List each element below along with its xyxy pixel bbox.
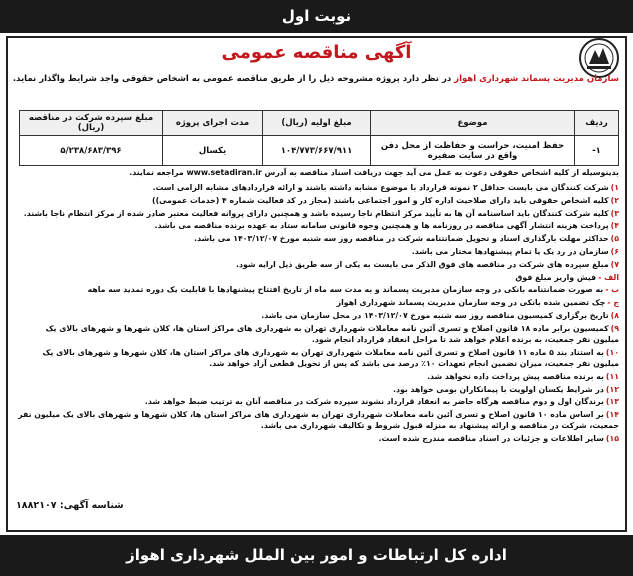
clause-number: ۹) xyxy=(610,323,619,333)
notice-title: آگهی مناقصه عمومی xyxy=(221,42,412,63)
list-item xyxy=(17,272,619,283)
clause-number: ۱۴) xyxy=(605,410,619,420)
list-item xyxy=(17,323,619,345)
list-item xyxy=(17,310,619,321)
clause-number: ۷) xyxy=(610,259,619,269)
clause-number: ۱۵) xyxy=(605,434,619,444)
list-item xyxy=(17,371,619,382)
intro-organization: سازمان مدیریت پسماند شهرداری اهواز xyxy=(454,74,619,84)
clause-text: فیش واریز مبلغ فوق xyxy=(515,272,597,282)
clause-text: کمیسیون برابر ماده ۱۸ قانون اصلاح و تسری آئین نامه معاملات شهرداری تهران به شهرداری های مراکز استان ها، کلان شهرها و شهرهای بالای یک میلیون نفر جمعیت، به برنده اعلام خواهد شد تا مراحل انعقاد قرارداد انجام شود. xyxy=(45,323,619,344)
cell-initial-amount: ۱۰۴/۷۷۳/۶۶۷/۹۱۱ xyxy=(263,136,371,166)
clause-text: حداکثر مهلت بارگذاری اسناد و تحویل ضمانتنامه شرکت در مناقصه روز سه شنبه مورخ ۱۴۰۳/۱۲/۰۷ می باشد. xyxy=(194,234,609,244)
clause-number: ۵) xyxy=(610,234,619,244)
list-item xyxy=(17,396,619,407)
clause-number: الف - xyxy=(598,272,619,282)
clause-text: کلیه اشخاص حقوقی باید دارای صلاحیت اداره کار و امور اجتماعی باشند (مجاز در کد فعالیت شماره ۴ (خدمات عمومی)) xyxy=(152,195,609,205)
list-item xyxy=(17,220,619,231)
clause-text: برندگان اول و دوم مناقصه هرگاه حاضر به انعقاد قرارداد نشوند سپرده شرکت در مناقصه آنان به ترتیب ضبط خواهد شد. xyxy=(144,397,604,407)
list-item xyxy=(17,284,619,295)
clause-number: ۱۰) xyxy=(605,347,619,357)
clause-number: ج - xyxy=(607,298,619,308)
clause-text: پرداخت هزینه انتشار آگهی مناقصه در روزنامه ها و همچنین وجوه قانونی سامانه ستاد به عهده برنده مناقصه می باشد. xyxy=(154,221,609,231)
clause-number: ۱) xyxy=(610,183,619,192)
list-item xyxy=(17,259,619,270)
intro-text: در نظر دارد پروژه مشروحه ذیل را از طریق مناقصه عمومی به اشخاص حقوقی واجد شرایط واگذار نماید. xyxy=(12,74,452,84)
list-item xyxy=(17,384,619,395)
list-item xyxy=(17,208,619,219)
clause-text: چک تضمین شده بانکی در وجه سازمان مدیریت پسماند شهرداری اهواز xyxy=(336,298,606,308)
table-row xyxy=(20,136,619,166)
list-item xyxy=(17,195,619,206)
clause-text: به برنده مناقصه پیش پرداخت داده نخواهد شد. xyxy=(427,371,604,381)
clause-text: مبلغ سپرده های شرکت در مناقصه های فوق الذکر می بایست به یکی از سه طریق ذیل ارایه شود. xyxy=(236,259,609,269)
clause-number: ۳) xyxy=(610,208,619,218)
clause-number: ۶) xyxy=(610,246,619,256)
clause-text: سازمان در رد یک یا تمام پیشنهادها مختار می باشد. xyxy=(411,246,609,256)
publication-round-badge: نوبت اول xyxy=(0,0,633,33)
list-item xyxy=(17,182,619,193)
col-header-row-number: ردیف xyxy=(575,111,619,136)
clause-number: ۴) xyxy=(610,221,619,231)
cell-subject: حفظ امنیت، حراست و حفاظت از محل دفن واقع در سایت صفیره xyxy=(371,136,575,166)
col-header-deposit: مبلغ سپرده شرکت در مناقصه (ریال) xyxy=(20,111,163,136)
list-item xyxy=(17,409,619,431)
list-item xyxy=(17,233,619,244)
clause-text: تاریخ برگزاری کمیسیون مناقصه روز سه شنبه مورخ ۱۴۰۳/۱۲/۰۷ در محل سازمان می باشد. xyxy=(261,310,609,320)
clause-number: ۲) xyxy=(610,195,619,205)
clause-number: ۱۳) xyxy=(605,397,619,407)
invitation-line: بدینوسیله از کلیه اشخاص حقوقی دعوت به عمل می آید جهت دریافت اسناد مناقصه به آدرس www.setadiran.ir مراجعه نمایند. xyxy=(129,168,619,177)
clause-text: به صورت ضمانتنامه بانکی در وجه سازمان مدیریت پسماند و به مدت سه ماه از تاریخ افتتاح پیشنهادها با قابلیت یک دوره تمدید سه ماهه xyxy=(87,285,604,295)
col-header-subject: موضوع xyxy=(371,111,575,136)
col-header-initial-amount: مبلغ اولیه (ریال) xyxy=(263,111,371,136)
conditions-list xyxy=(17,182,619,488)
table-header-row xyxy=(20,111,619,136)
list-item xyxy=(17,347,619,369)
cell-row-number: ۱- xyxy=(575,136,619,166)
notice-id: شناسه آگهی: ۱۸۸۲۱۰۷ xyxy=(16,500,124,511)
clause-text: به استناد بند ۵ ماده ۱۱ قانون اصلاح و تسری آئین نامه معاملات شهرداری تهران به شهرداری های مراکز استان ها، کلان شهرها و شهرهای بالای یک میلیون نفر جمعیت، میزان تضمین انجام تعهدات ۱۰٪ درصد می باشد که پس از تحویل قطعی آزاد خواهد شد. xyxy=(42,347,619,368)
cell-duration: یکسال xyxy=(163,136,263,166)
clause-text: سایر اطلاعات و جزئیات در اسناد مناقصه مندرج شده است. xyxy=(378,434,604,444)
clause-text: در شرایط یکسان اولویت با پیمانکاران بومی خواهد بود. xyxy=(392,384,604,394)
list-item xyxy=(17,246,619,257)
clause-text: بر اساس ماده ۱۰ قانون اصلاح و تسری آئین نامه معاملات شهرداری تهران به شهرداری های مراکز استان ها، کلان شهرها و شهرهای بالای یک میلیون نفر جمعیت، شرکت در مناقصه و ارائه پیشنهاد به منزله قبول شروط و تکالیف شهرداری می باشد. xyxy=(18,410,619,431)
list-item xyxy=(17,433,619,444)
clause-number: ۸) xyxy=(610,310,619,320)
issuing-agency: اداره کل ارتباطات و امور بین الملل شهرداری اهواز xyxy=(0,535,633,576)
clause-text: شرکت کنندگان می بایست حداقل ۲ نمونه قرارداد با موضوع مشابه داشته باشند و ارائه قراردادهای مشابه الزامی است. xyxy=(152,183,609,192)
tender-table xyxy=(19,110,619,166)
col-header-duration: مدت اجرای پروژه xyxy=(163,111,263,136)
cell-deposit: ۵/۲۳۸/۶۸۳/۳۹۶ xyxy=(20,136,163,166)
clause-number: ۱۲) xyxy=(605,384,619,394)
clause-number: ب - xyxy=(605,285,619,295)
clause-number: ۱۱) xyxy=(605,371,619,381)
list-item xyxy=(17,297,619,308)
notice-intro xyxy=(12,74,619,88)
clause-text: کلیه شرکت کنندگان باید اساسنامه آن ها به تأیید مرکز انتظام ناجا رسیده باشد و همچنین دارای پروانه فعالیت معتبر صادر شده از مرکز انتظام ناجا باشند. xyxy=(23,208,609,218)
